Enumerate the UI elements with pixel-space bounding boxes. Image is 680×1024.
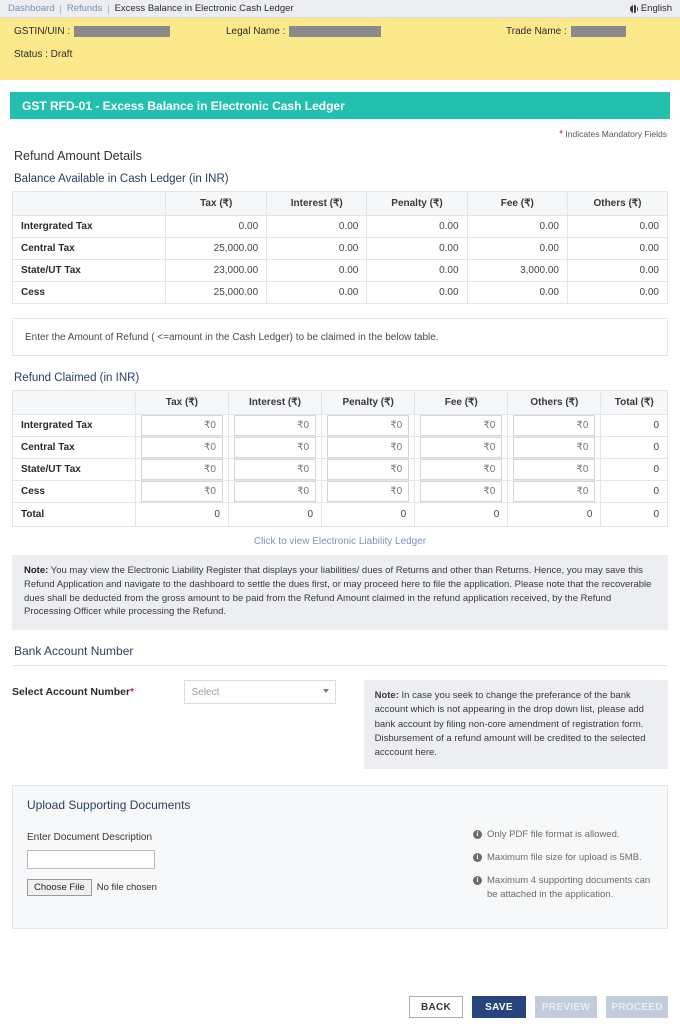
claimed-input-cell (415, 459, 508, 481)
bank-note-box (364, 680, 668, 769)
balance-col-fee: Fee (₹) (467, 192, 567, 216)
claimed-input-cell (228, 481, 321, 503)
claimed-input-cell (508, 415, 601, 437)
select-account-label-text: Select Account Number (12, 686, 131, 699)
trade-name-field (506, 26, 626, 37)
info-icon: i (473, 830, 482, 839)
claimed-input-cell (228, 437, 321, 459)
form-title: GST RFD-01 - Excess Balance in Electronic Cash Ledger (22, 98, 345, 113)
claimed-others-input[interactable] (513, 459, 595, 480)
liability-note-box (12, 555, 668, 630)
claimed-input-cell (415, 437, 508, 459)
claimed-col-tax: Tax (₹) (135, 391, 228, 415)
claimed-row-label: State/UT Tax (13, 459, 136, 481)
table-row (13, 415, 668, 437)
balance-row-label: Central Tax (13, 238, 166, 260)
liability-note-prefix: Note: (24, 565, 49, 576)
claimed-row-total: 0 (601, 415, 668, 437)
form-title-bar (10, 92, 670, 119)
claimed-penalty-input[interactable] (327, 481, 409, 502)
table-row (13, 238, 668, 260)
claimed-col-total: Total (₹) (601, 391, 668, 415)
balance-table-header-row (13, 192, 668, 216)
claimed-others-input[interactable] (513, 415, 595, 436)
balance-cell: 0.00 (267, 216, 367, 238)
claimed-input-cell (228, 415, 321, 437)
balance-cell: 0.00 (568, 282, 668, 304)
claimed-total-cell: 0 (508, 503, 601, 527)
balance-cell: 25,000.00 (166, 282, 267, 304)
claimed-total-label: Total (13, 503, 136, 527)
claimed-input-cell (322, 459, 415, 481)
instruction-box (12, 318, 668, 356)
breadcrumb (0, 0, 680, 18)
table-row (13, 260, 668, 282)
action-button-bar (409, 996, 668, 1018)
document-description-label: Enter Document Description (27, 832, 153, 844)
balance-cell: 0.00 (267, 238, 367, 260)
select-account-number-dropdown[interactable] (184, 680, 336, 704)
trade-name-label: Trade Name : (506, 26, 567, 37)
bank-note-text: In case you seek to change the preferance of the bank account which is not appearing in the drop down list, please add bank account by filing non-core amendment of registration form. Disbursement of a refund amount will be credited to the selected acccount here. (374, 690, 646, 759)
claimed-input-cell (508, 481, 601, 503)
breadcrumb-item-refunds[interactable]: Refunds (66, 3, 103, 14)
balance-cell: 0.00 (367, 282, 467, 304)
breadcrumb-separator-2: | (107, 3, 110, 14)
balance-row-label: State/UT Tax (13, 260, 166, 282)
claimed-total-row (13, 503, 668, 527)
balance-cell: 25,000.00 (166, 238, 267, 260)
claimed-input-cell (135, 415, 228, 437)
proceed-button[interactable]: PROCEED (606, 996, 668, 1018)
claimed-fee-input[interactable] (420, 437, 502, 458)
claimed-col-fee: Fee (₹) (415, 391, 508, 415)
claimed-interest-input[interactable] (234, 437, 316, 458)
balance-cell: 0.00 (568, 260, 668, 282)
claimed-col-blank (13, 391, 136, 415)
claimed-input-cell (322, 415, 415, 437)
claimed-total-cell: 0 (322, 503, 415, 527)
form-content (0, 129, 680, 929)
select-account-label (12, 680, 184, 698)
save-button[interactable]: SAVE (472, 996, 526, 1018)
balance-col-tax: Tax (₹) (166, 192, 267, 216)
upload-hint (473, 874, 653, 902)
bank-note-prefix: Note: (374, 690, 399, 702)
claimed-tax-input[interactable] (141, 437, 223, 458)
balance-cell: 0.00 (166, 216, 267, 238)
claimed-penalty-input[interactable] (327, 459, 409, 480)
info-icon: i (473, 853, 482, 862)
asterisk-icon: * (559, 129, 564, 140)
breadcrumb-separator: | (59, 3, 62, 14)
choose-file-button[interactable]: Choose File (27, 879, 92, 896)
liability-note-text: You may view the Electronic Liability Register that displays your liabilities/ dues of Returns and other than Returns. Hence, you may save this Refund Application and navigate to the dashboard to settle the dues first, or may proceed here to file the application. Please note that the recoverable dues shall be deducted from the gross amount to be paid from the Refund Amount claimed in the refund application received, by the Refund Processing Officer while processing the Refund. (24, 565, 652, 618)
claimed-interest-input[interactable] (234, 481, 316, 502)
claimed-row-label: Central Tax (13, 437, 136, 459)
table-row (13, 282, 668, 304)
globe-icon (630, 5, 638, 13)
claimed-input-cell (228, 459, 321, 481)
claimed-input-cell (135, 437, 228, 459)
claimed-col-penalty: Penalty (₹) (322, 391, 415, 415)
claimed-row-total: 0 (601, 437, 668, 459)
claimed-input-cell (508, 459, 601, 481)
breadcrumb-item-dashboard[interactable]: Dashboard (8, 3, 55, 14)
claimed-input-cell (322, 437, 415, 459)
claimed-penalty-input[interactable] (327, 415, 409, 436)
language-selector[interactable] (630, 3, 672, 14)
legal-name-value-redacted (289, 26, 381, 37)
claimed-total-cell: 0 (601, 503, 668, 527)
balance-col-blank (13, 192, 166, 216)
upload-hint-text: Only PDF file format is allowed. (487, 829, 620, 841)
claimed-others-input[interactable] (513, 437, 595, 458)
balance-cell: 0.00 (568, 216, 668, 238)
claimed-row-total: 0 (601, 481, 668, 503)
claimed-row-total: 0 (601, 459, 668, 481)
claimed-row-label: Intergrated Tax (13, 415, 136, 437)
claimed-input-cell (135, 459, 228, 481)
balance-col-penalty: Penalty (₹) (367, 192, 467, 216)
claimed-table-heading: Refund Claimed (in INR) (14, 372, 140, 384)
claimed-col-interest: Interest (₹) (228, 391, 321, 415)
legal-name-field (226, 26, 506, 37)
gstin-value-redacted (74, 26, 170, 37)
back-button[interactable]: BACK (409, 996, 463, 1018)
balance-col-interest: Interest (₹) (267, 192, 367, 216)
table-row (13, 216, 668, 238)
upload-hints (473, 798, 653, 910)
balance-row-label: Intergrated Tax (13, 216, 166, 238)
upload-hint (473, 851, 653, 865)
balance-cell: 0.00 (267, 282, 367, 304)
claimed-tax-input[interactable] (141, 415, 223, 436)
mandatory-fields-text: Indicates Mandatory Fields (565, 129, 667, 139)
claimed-input-cell (508, 437, 601, 459)
info-icon: i (473, 876, 482, 885)
balance-cell: 0.00 (367, 260, 467, 282)
bank-divider (12, 665, 668, 666)
balance-cell: 23,000.00 (166, 260, 267, 282)
claimed-fee-input[interactable] (420, 481, 502, 502)
upload-left-column (27, 798, 473, 910)
balance-col-others: Others (₹) (568, 192, 668, 216)
balance-cell: 0.00 (568, 238, 668, 260)
claimed-total-cell: 0 (415, 503, 508, 527)
claimed-input-cell (322, 481, 415, 503)
claimed-fee-input[interactable] (420, 415, 502, 436)
balance-cell: 0.00 (367, 238, 467, 260)
instruction-text: Enter the Amount of Refund ( <=amount in the Cash Ledger) to be claimed in the below table. (25, 331, 439, 343)
document-description-input[interactable] (27, 850, 155, 869)
table-row (13, 437, 668, 459)
balance-available-table (12, 191, 668, 304)
trade-name-value-redacted (571, 26, 626, 37)
balance-table-heading: Balance Available in Cash Ledger (in INR) (14, 173, 229, 185)
table-row (13, 459, 668, 481)
claimed-total-cell: 0 (228, 503, 321, 527)
claimed-tax-input[interactable] (141, 481, 223, 502)
claimed-col-others: Others (₹) (508, 391, 601, 415)
breadcrumb-current: Excess Balance in Electronic Cash Ledger (114, 3, 294, 14)
bank-account-row (12, 680, 668, 769)
balance-cell: 0.00 (467, 216, 567, 238)
claimed-others-input[interactable] (513, 481, 595, 502)
claimed-input-cell (135, 481, 228, 503)
mandatory-fields-note (12, 129, 668, 140)
balance-cell: 0.00 (467, 238, 567, 260)
balance-cell: 0.00 (267, 260, 367, 282)
gstin-label: GSTIN/UIN : (14, 26, 71, 37)
legal-name-label: Legal Name : (226, 26, 286, 37)
no-file-chosen-label: No file chosen (96, 882, 157, 894)
language-label: English (640, 3, 672, 14)
status-label: Status : Draft (14, 49, 73, 60)
upload-hint-text: Maximum 4 supporting documents can be attached in the application. (487, 874, 651, 900)
claimed-interest-input[interactable] (234, 459, 316, 480)
account-select-wrapper (184, 680, 336, 704)
claimed-input-cell (415, 415, 508, 437)
upload-hint (473, 828, 653, 842)
claimed-tax-input[interactable] (141, 459, 223, 480)
preview-button[interactable]: PREVIEW (535, 996, 597, 1018)
view-electronic-liability-ledger-link[interactable]: Click to view Electronic Liability Ledger (253, 536, 427, 547)
claimed-penalty-input[interactable] (327, 437, 409, 458)
claimed-fee-input[interactable] (420, 459, 502, 480)
upload-heading: Upload Supporting Documents (27, 798, 191, 813)
upload-supporting-documents-panel (12, 785, 668, 929)
gstin-field (14, 26, 226, 37)
claimed-total-cell: 0 (135, 503, 228, 527)
table-row (13, 481, 668, 503)
page-title: Refund Amount Details (14, 149, 142, 163)
upload-hint-text: Maximum file size for upload is 5MB. (487, 852, 642, 864)
claimed-interest-input[interactable] (234, 415, 316, 436)
claimed-table-header-row (13, 391, 668, 415)
balance-cell: 0.00 (467, 282, 567, 304)
taxpayer-banner (0, 18, 680, 80)
claimed-input-cell (415, 481, 508, 503)
file-upload-row (27, 879, 473, 896)
balance-row-label: Cess (13, 282, 166, 304)
required-marker-icon: * (130, 687, 134, 699)
refund-claimed-table (12, 390, 668, 527)
balance-cell: 3,000.00 (467, 260, 567, 282)
claimed-row-label: Cess (13, 481, 136, 503)
balance-cell: 0.00 (367, 216, 467, 238)
bank-account-heading: Bank Account Number (14, 644, 134, 659)
